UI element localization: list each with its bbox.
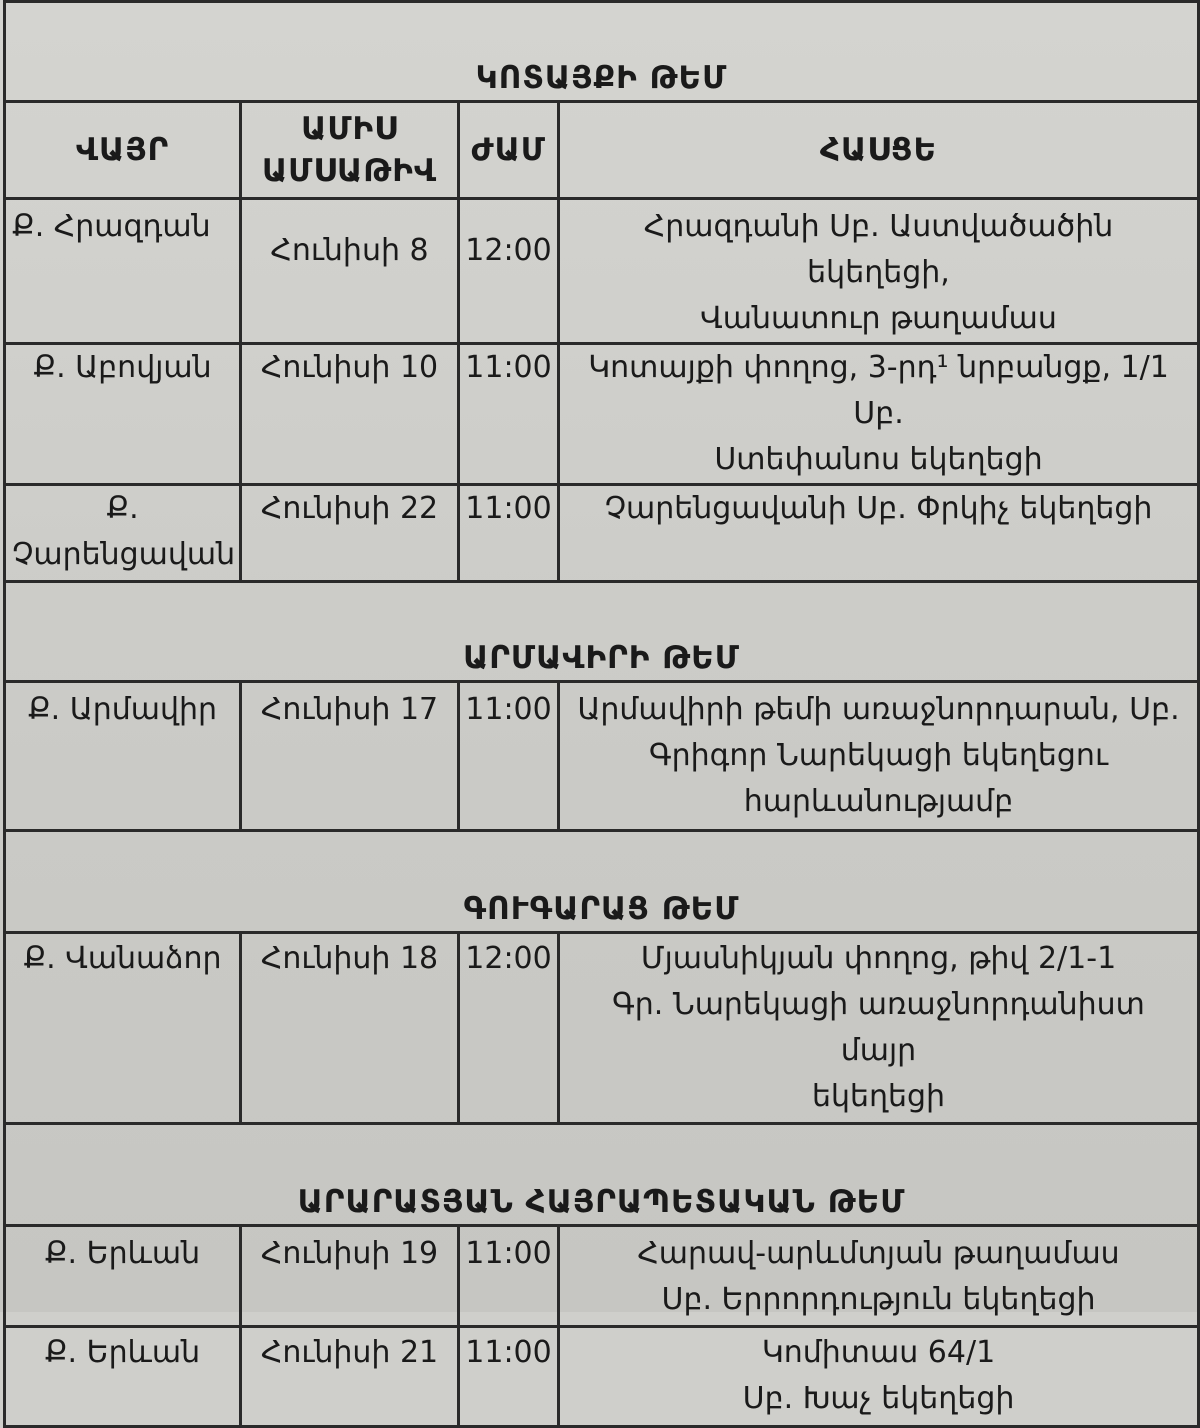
address-line: Հարավ-արևմտյան թաղամաս bbox=[637, 1236, 1120, 1271]
table-row bbox=[5, 933, 1199, 1124]
cell-time: 12:00 bbox=[459, 933, 559, 1124]
table-row bbox=[5, 1226, 1199, 1327]
header-month bbox=[241, 102, 459, 199]
section-row-kotayk bbox=[5, 2, 1199, 102]
cell-address bbox=[559, 199, 1199, 344]
cell-address bbox=[559, 1327, 1199, 1427]
address-line: Չարենցավանի Սբ. Փրկիչ եկեղեցի bbox=[604, 491, 1153, 526]
section-title-kotayk: ԿՈՏԱՅՔԻ ԹԵՄ bbox=[5, 2, 1199, 102]
address-line: Կոմիտաս 64/1 bbox=[761, 1335, 996, 1370]
address-line: Կոտայքի փողոց, 3-րդ¹ նրբանցք, 1/1 Սբ. bbox=[588, 350, 1169, 431]
section-row-gugarq bbox=[5, 831, 1199, 933]
cell-date: Հունիսի 8 bbox=[241, 199, 459, 344]
cell-time: 11:00 bbox=[459, 1226, 559, 1327]
header-place: ՎԱՅՐ bbox=[5, 102, 241, 199]
address-line: Հրազդանի Սբ. Աստվածածին եկեղեցի, bbox=[643, 209, 1114, 290]
cell-date: Հունիսի 19 bbox=[241, 1226, 459, 1327]
place-line: Ք. bbox=[106, 491, 139, 526]
address-line: Գր. Նարեկացի առաջնորդանիստ մայր bbox=[612, 987, 1145, 1068]
cell-address bbox=[559, 485, 1199, 582]
address-line: Արմավիրի թեմի առաջնորդարան, Սբ. bbox=[577, 692, 1180, 727]
cell-time: 11:00 bbox=[459, 1327, 559, 1427]
cell-place: Ք. Վանաձոր bbox=[5, 933, 241, 1124]
header-month-line2: ԱՄՍԱԹԻՎ bbox=[261, 153, 438, 189]
cell-address bbox=[559, 1226, 1199, 1327]
address-line: Գրիգոր Նարեկացի եկեղեցու bbox=[649, 738, 1108, 773]
cell-time: 11:00 bbox=[459, 344, 559, 485]
cell-place: Ք. Արմավիր bbox=[5, 682, 241, 831]
address-line: Ստեփանոս եկեղեցի bbox=[714, 442, 1043, 477]
place-line: Չարենցավան bbox=[12, 537, 236, 572]
section-title-gugarq: ԳՈՒԳԱՐԱՑ ԹԵՄ bbox=[5, 831, 1199, 933]
cell-place: Ք. Հրազդան bbox=[5, 199, 241, 344]
address-line: Մյասնիկյան փողոց, թիվ 2/1-1 bbox=[640, 941, 1117, 976]
cell-place bbox=[5, 485, 241, 582]
section-row-armavir bbox=[5, 582, 1199, 682]
section-title-ararat: ԱՐԱՐԱՏՅԱՆ ՀԱՅՐԱՊԵՏԱԿԱՆ ԹԵՄ bbox=[5, 1124, 1199, 1226]
header-time: ԺԱՄ bbox=[459, 102, 559, 199]
cell-date: Հունիսի 17 bbox=[241, 682, 459, 831]
cell-place: Ք. Երևան bbox=[5, 1327, 241, 1427]
table-row bbox=[5, 344, 1199, 485]
cell-date: Հունիսի 21 bbox=[241, 1327, 459, 1427]
cell-place: Ք. Երևան bbox=[5, 1226, 241, 1327]
section-row-ararat bbox=[5, 1124, 1199, 1226]
table-row bbox=[5, 199, 1199, 344]
cell-time: 11:00 bbox=[459, 682, 559, 831]
table-row bbox=[5, 485, 1199, 582]
cell-address bbox=[559, 344, 1199, 485]
table-row bbox=[5, 1327, 1199, 1427]
address-line: եկեղեցի bbox=[811, 1079, 946, 1114]
cell-time: 11:00 bbox=[459, 485, 559, 582]
cell-address bbox=[559, 933, 1199, 1124]
cell-address bbox=[559, 682, 1199, 831]
address-line: Սբ. Երրորդություն եկեղեցի bbox=[661, 1282, 1096, 1317]
cell-time: 12:00 bbox=[459, 199, 559, 344]
cell-place: Ք. Աբովյան bbox=[5, 344, 241, 485]
address-line: հարևանությամբ bbox=[743, 784, 1014, 819]
cell-date: Հունիսի 18 bbox=[241, 933, 459, 1124]
cell-date: Հունիսի 22 bbox=[241, 485, 459, 582]
section-title-armavir: ԱՐՄԱՎԻՐԻ ԹԵՄ bbox=[5, 582, 1199, 682]
cell-date: Հունիսի 10 bbox=[241, 344, 459, 485]
table-row bbox=[5, 682, 1199, 831]
header-month-line1: ԱՄԻՍ bbox=[301, 111, 398, 147]
address-line: Սբ. Խաչ եկեղեցի bbox=[742, 1381, 1015, 1416]
header-row bbox=[5, 102, 1199, 199]
header-address: ՀԱՍՑԵ bbox=[559, 102, 1199, 199]
schedule-table bbox=[3, 0, 1200, 1428]
address-line: Վանատուր թաղամաս bbox=[700, 301, 1057, 336]
